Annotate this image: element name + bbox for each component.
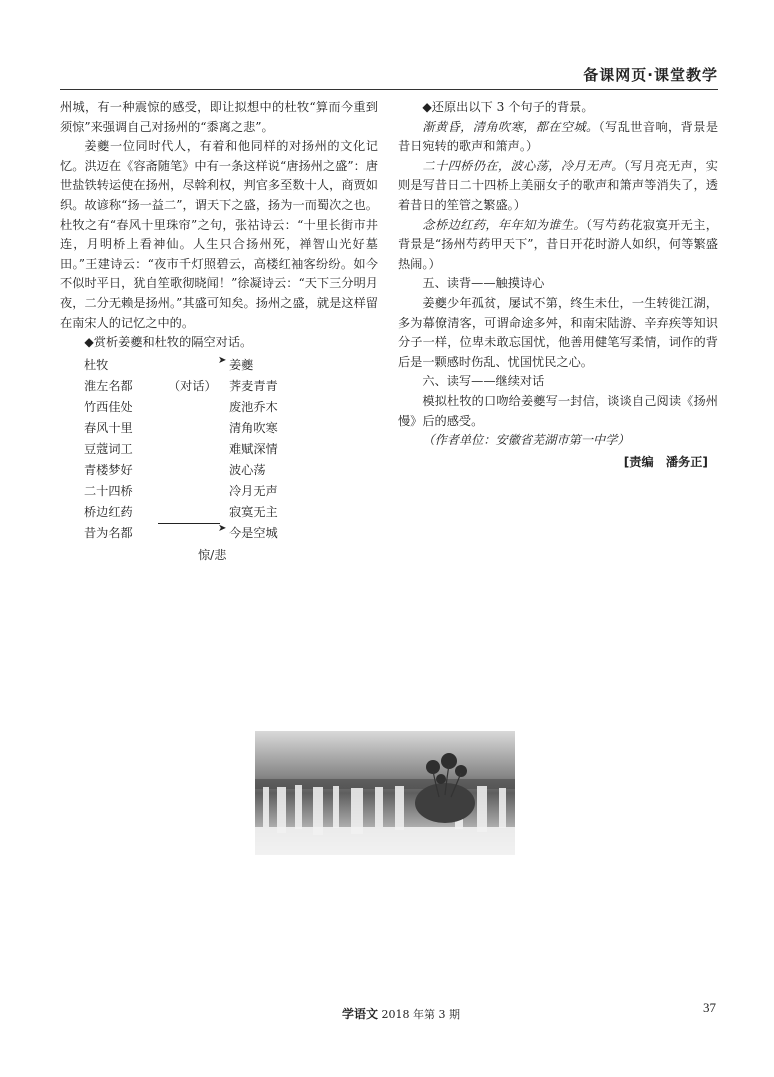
dumu-phrase: 淮左名都 [84,378,133,393]
arrow-right-icon: ➤ [218,354,227,366]
comparison-row [84,481,378,502]
sentence-2 [398,157,718,216]
dialogue-heading: ◆赏析姜夔和杜牧的隔空对话。 [84,335,253,350]
jing-bei-label: 惊/悲 [198,547,227,562]
editor-credit: [责编 潘务正] [623,454,708,469]
dumu-phrase: 昔为名都 [84,525,133,540]
left-column [60,98,378,565]
jiangkui-phrase: 冷月无声 [229,483,278,498]
arrow-right-icon: ➤ [218,522,227,534]
sentence-1 [398,118,718,157]
journal-footer [342,1005,460,1022]
section-6-text: 模拟杜牧的口吻给姜夔写一封信，谈谈自己阅读《扬州慢》后的感受。 [398,393,718,428]
jiangkui-phrase: 寂寞无主 [229,504,278,519]
waterfall-photo [255,731,515,855]
issue-info: 2018 年第 3 期 [381,1008,460,1021]
arrow-line [158,523,220,524]
jiangkui-phrase: 废池乔木 [229,399,278,414]
journal-name: 学语文 [342,1007,379,1021]
sentence-3-note: （写芍药花寂寞开无主，背景是“扬州芍药甲天下”，昔日开花时游人如织，何等繁盛热闹。） [398,217,718,271]
dialogue-label: （对话） [168,378,217,393]
jiangkui-context-paragraph: 姜夔一位同时代人，有着和他同样的对扬州的文化记忆。洪迈在《容斋随笔》中有一条这样说“唐扬州之盛”：唐世盐铁转运使在扬州，尽斡利权，判官多至数十人，商贾如织。故谚称“扬一益二”，谓天下之盛，扬为一而蜀次之也。杜牧之有“春风十里珠帘”之句，张祜诗云：“十里长街市井连，月明桥上看神仙。人生只合扬州死，禅智山光好墓田。”王建诗云：“夜市千灯照碧云，高楼红袖客纷纷。如今不似时平日，犹自笙歌彻晓闻！”徐凝诗云：“天下三分明月夜，二分无赖是扬州。”其盛可知矣。扬州之盛，就是这样留在南宋人的记忆之中的。 [60,139,378,330]
author-affiliation: （作者单位：安徽省芜湖市第一中学） [422,433,630,448]
jiangkui-header: 姜夔 [229,357,254,372]
comparison-row [84,418,378,439]
section-5-text: 姜夔少年孤贫，屡试不第，终生未仕，一生转徙江湖，多为幕僚清客，可谓命途多舛，和南宋陆游、辛弃疾等知识分子一样，位卑未敢忘国忧，他善用健笔写柔情，词作的背后是一颗感时伤乱、忧国忧民之心。 [398,295,718,369]
comparison-row [84,397,378,418]
header-rule [60,89,718,90]
comparison-header-row [84,355,378,376]
section-6-title: 六、读写——继续对话 [422,374,545,389]
sentence-2-note: （写月亮无声，实则是写昔日二十四桥上美丽女子的歌声和箫声等消失了，透着昔日的笙管之繁盛。） [398,158,718,212]
sentence-1-note: （写乱世音响，背景是昔日宛转的歌声和箫声。） [398,119,719,154]
background-heading: ◆还原出以下 3 个句子的背景。 [422,100,594,114]
right-column [398,98,718,472]
comparison-row [84,376,378,397]
running-header: 备课网页·课堂教学 [583,66,718,84]
jiangkui-phrase: 清角吹寒 [229,420,278,435]
page-number: 37 [703,1000,716,1015]
comparison-row [84,502,378,523]
comparison-row [84,460,378,481]
sentence-3-quote: 念桥边红药，年年知为谁生。 [422,217,587,232]
dumu-phrase: 青楼梦好 [84,462,133,477]
dumu-phrase: 桥边红药 [84,504,133,519]
jiangkui-phrase: 难赋深情 [229,441,278,456]
jiangkui-phrase: 今是空城 [229,525,278,540]
dumu-phrase: 春风十里 [84,420,133,435]
dumu-phrase: 二十四桥 [84,483,133,498]
section-5-title: 五、读背——触摸诗心 [422,276,545,291]
waterfall-illustration [255,731,515,855]
dialogue-comparison [84,355,378,566]
comparison-row [84,523,378,544]
sentence-2-quote: 二十四桥仍在，波心荡，冷月无声。 [422,158,624,173]
dumu-phrase: 竹西佳处 [84,399,133,414]
dumu-header: 杜牧 [84,357,109,372]
sentence-3 [398,216,718,275]
jiangkui-phrase: 荠麦青青 [229,378,278,393]
sentence-1-quote: 渐黄昏，清角吹寒，都在空城。 [422,119,599,134]
dumu-phrase: 豆蔻词工 [84,441,133,456]
comparison-row [84,439,378,460]
jiangkui-phrase: 波心荡 [229,462,266,477]
continued-paragraph: 州城，有一种震惊的感受，即让拟想中的杜牧“算而今重到须惊”来强调自己对扬州的“黍离之悲”。 [60,100,378,134]
